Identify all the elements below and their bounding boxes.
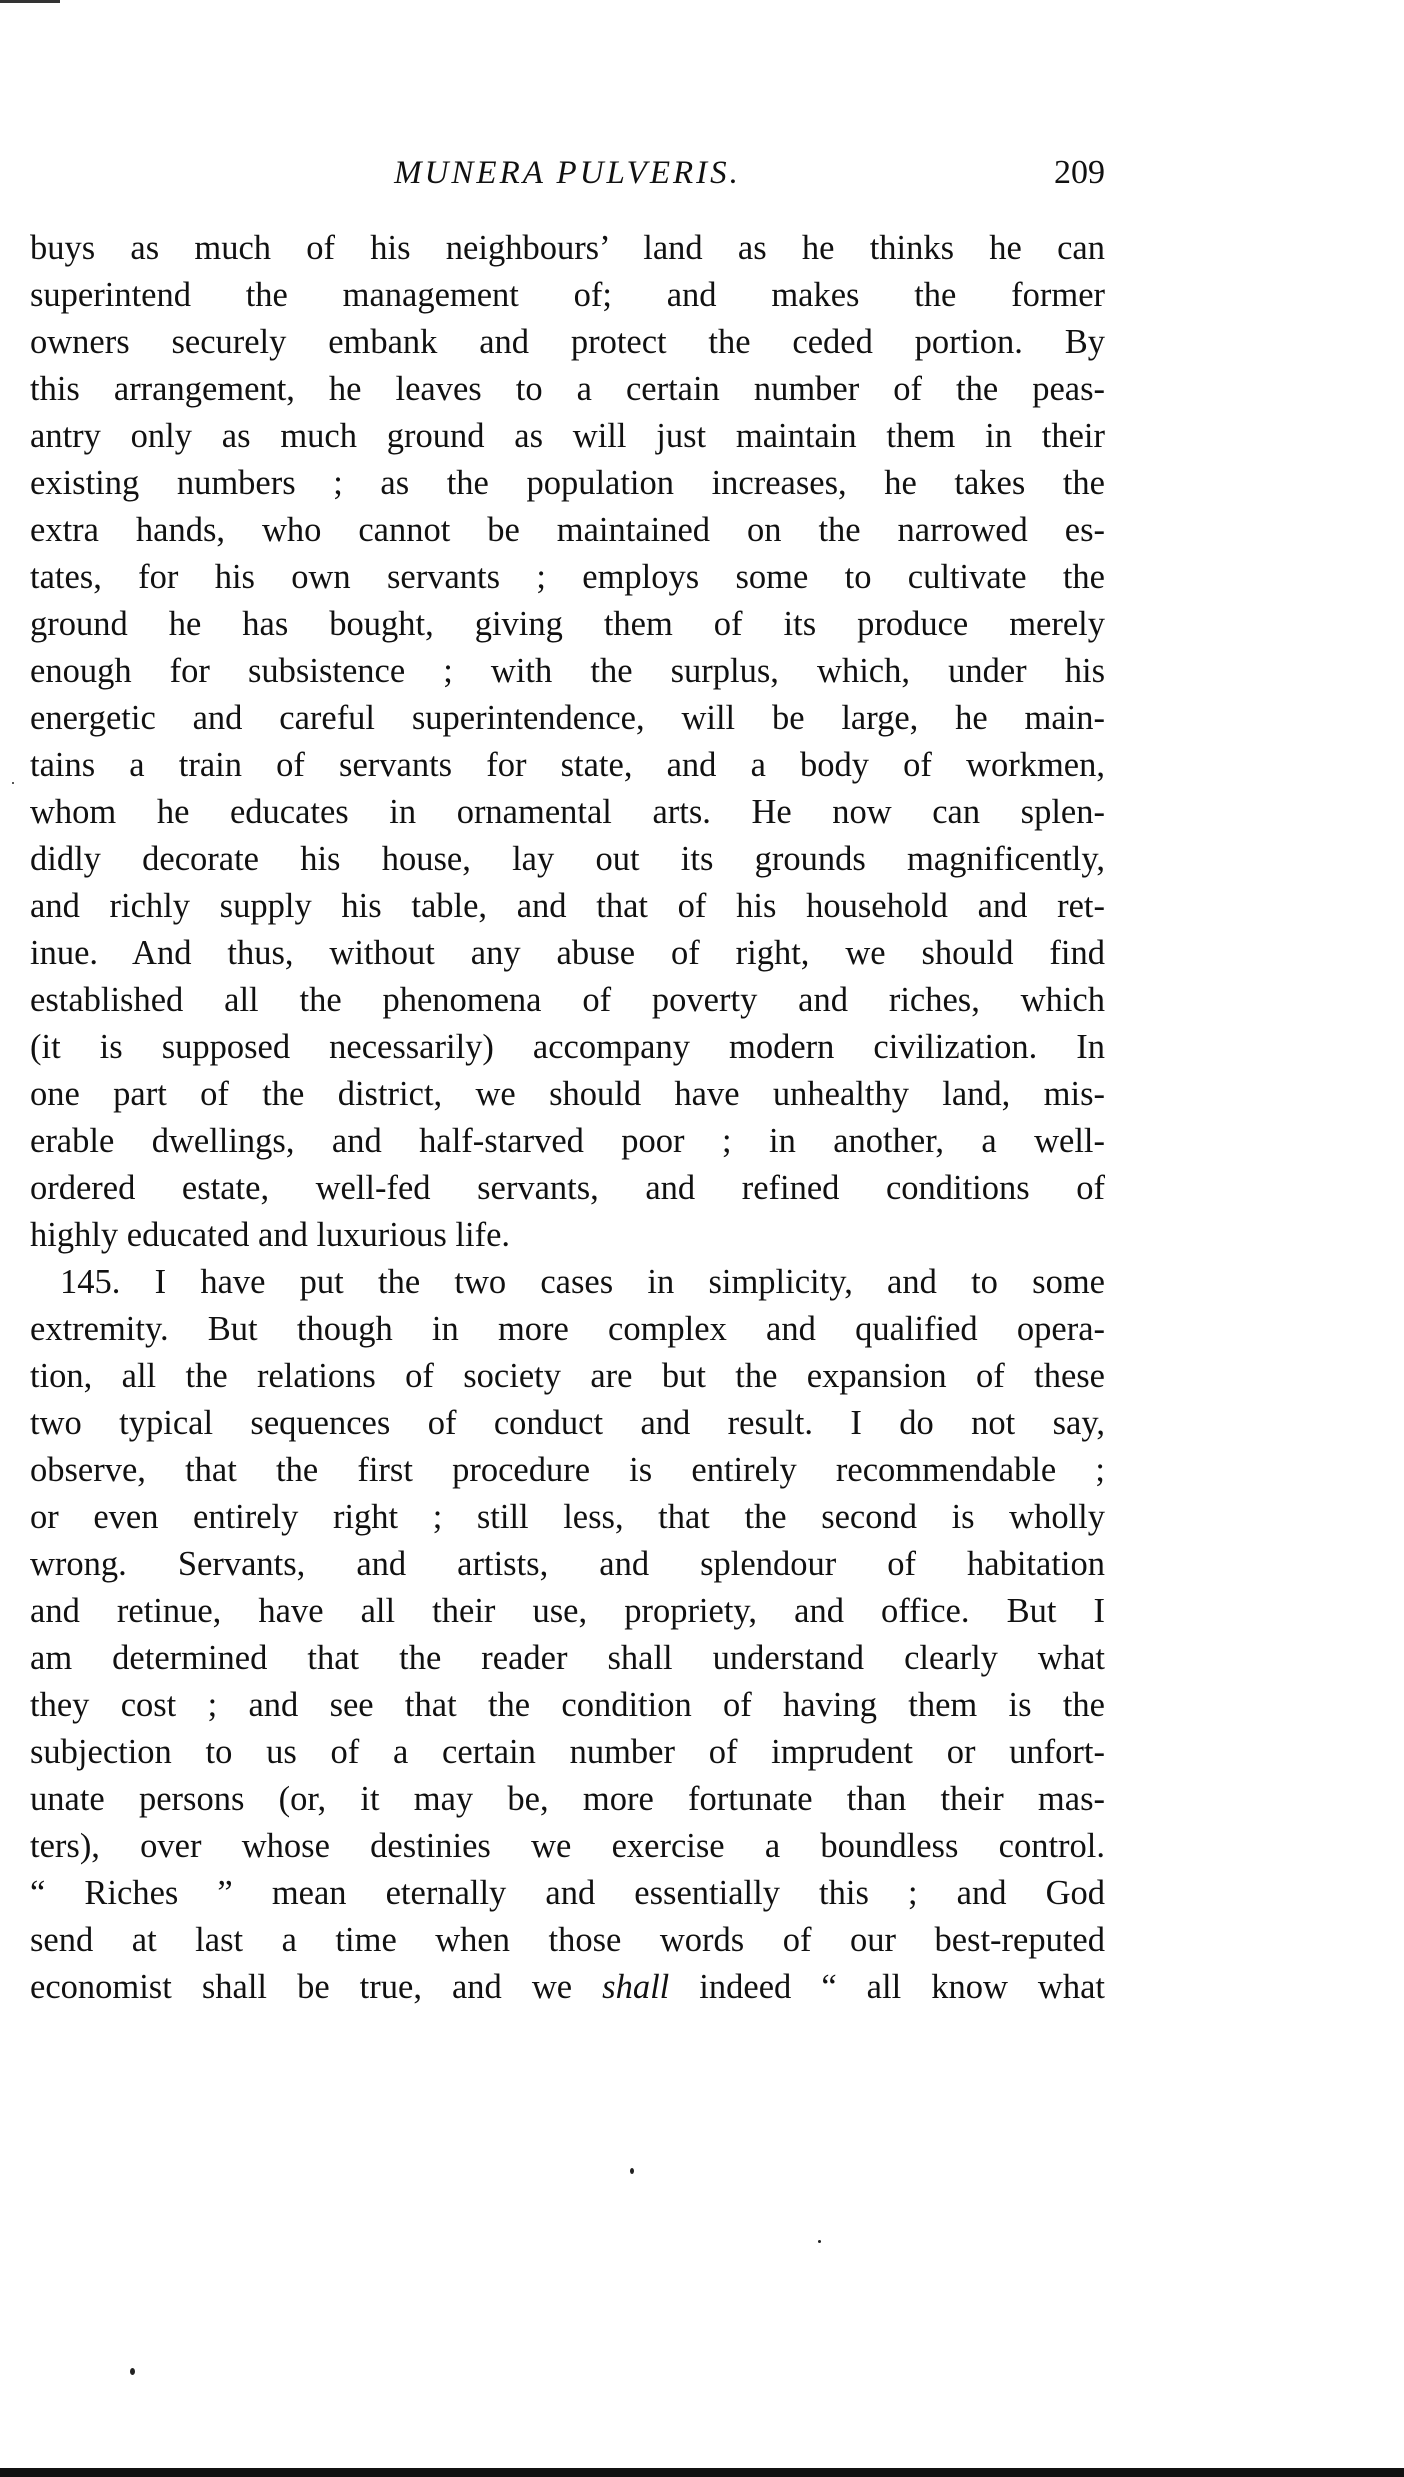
text-line: and retinue, have all their use, propriety, and office. But I [30, 1592, 1105, 1630]
text-line: highly educated and luxurious life. [30, 1216, 511, 1254]
text-line: unate persons (or, it may be, more fortunate than their mas- [30, 1780, 1105, 1818]
line-text-after-emphasis: indeed “ all know what [669, 1968, 1105, 2006]
emphasized-word: shall [602, 1968, 670, 2006]
text-line: established all the phenomena of poverty and riches, which [30, 981, 1105, 1019]
scan-speck [12, 782, 14, 784]
text-line: tion, all the relations of society are but the expansion of these [30, 1357, 1105, 1395]
running-title: MUNERA PULVERIS. [394, 155, 741, 191]
text-line: erable dwellings, and half-starved poor ; in another, a well- [30, 1122, 1105, 1160]
line-text-before-emphasis: economist shall be true, and we [30, 1968, 603, 2006]
text-line: tates, for his own servants ; employs some to cultivate the [30, 558, 1105, 596]
running-head [30, 148, 1105, 198]
text-line-final [30, 1964, 1105, 2011]
text-line: buys as much of his neighbours’ land as he thinks he can [30, 229, 1105, 267]
text-line: whom he educates in ornamental arts. He now can splen- [30, 793, 1105, 831]
text-line: ground he has bought, giving them of its produce merely [30, 605, 1105, 643]
text-line: superintend the management of; and makes the former [30, 276, 1105, 314]
text-line: subjection to us of a certain number of imprudent or unfort- [30, 1733, 1105, 1771]
scan-speck [130, 2368, 135, 2375]
text-line: inue. And thus, without any abuse of right, we should find [30, 934, 1105, 972]
text-line: or even entirely right ; still less, that the second is wholly [30, 1498, 1105, 1536]
text-line: this arrangement, he leaves to a certain number of the peas- [30, 370, 1105, 408]
scan-edge-top [0, 0, 60, 3]
text-line: owners securely embank and protect the ceded portion. By [30, 323, 1105, 361]
text-line: (it is supposed necessarily) accompany modern civilization. In [30, 1028, 1105, 1066]
text-line: one part of the district, we should have unhealthy land, mis- [30, 1075, 1105, 1113]
scan-edge-bottom [0, 2468, 1404, 2477]
page-number: 209 [1054, 154, 1105, 191]
text-line: 145. I have put the two cases in simplicity, and to some [60, 1263, 1105, 1301]
text-line: and richly supply his table, and that of his household and ret- [30, 887, 1105, 925]
text-line: ters), over whose destinies we exercise a boundless control. [30, 1827, 1105, 1865]
text-line: am determined that the reader shall understand clearly what [30, 1639, 1105, 1677]
body-text [30, 225, 1105, 2011]
text-line: send at last a time when those words of our best-reputed [30, 1921, 1105, 1959]
text-line: enough for subsistence ; with the surplus, which, under his [30, 652, 1105, 690]
text-line: wrong. Servants, and artists, and splendour of habitation [30, 1545, 1105, 1583]
text-line: observe, that the first procedure is entirely recommendable ; [30, 1451, 1105, 1489]
text-line: they cost ; and see that the condition of having them is the [30, 1686, 1105, 1724]
paragraph-1 [30, 225, 1105, 1259]
paragraph-2 [30, 1259, 1105, 2011]
text-line: existing numbers ; as the population increases, he takes the [30, 464, 1105, 502]
text-line: energetic and careful superintendence, will be large, he main- [30, 699, 1105, 737]
text-line: “ Riches ” mean eternally and essentially this ; and God [30, 1874, 1105, 1912]
text-line: two typical sequences of conduct and result. I do not say, [30, 1404, 1105, 1442]
text-line: extremity. But though in more complex and qualified opera- [30, 1310, 1105, 1348]
text-line: ordered estate, well-fed servants, and refined conditions of [30, 1169, 1105, 1207]
scan-speck [818, 2240, 821, 2243]
scan-speck [630, 2168, 634, 2174]
text-line: didly decorate his house, lay out its grounds magnificently, [30, 840, 1105, 878]
text-line: antry only as much ground as will just maintain them in their [30, 417, 1105, 455]
text-line: extra hands, who cannot be maintained on the narrowed es- [30, 511, 1105, 549]
text-line: tains a train of servants for state, and a body of workmen, [30, 746, 1105, 784]
